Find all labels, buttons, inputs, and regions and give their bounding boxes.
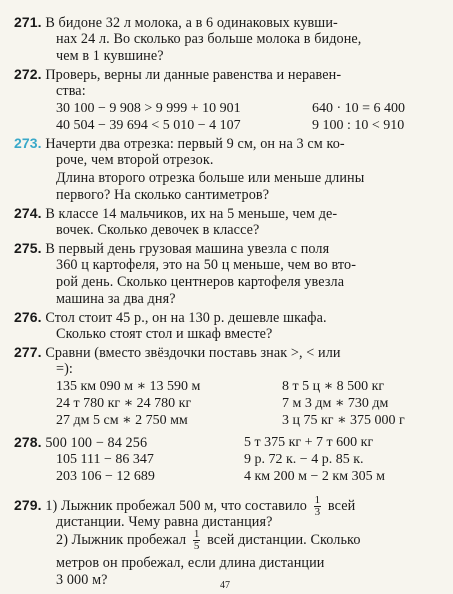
- problem-number: 277.: [14, 344, 42, 360]
- problem-number: 278.: [14, 434, 42, 450]
- problem-276-line-1: 276. Стол стоит 45 р., он на 130 р. дешевле шкафа.: [14, 309, 327, 326]
- comparison-a2: 24 т 780 кг ∗ 24 780 кг: [56, 396, 192, 411]
- problem-271-line-2: нах 24 л. Во сколько раз больше молока в бидоне,: [56, 31, 362, 47]
- problem-number: 271.: [14, 14, 42, 30]
- fraction-one-fifth: $\frac{1}{5}$: [193, 528, 200, 553]
- problem-274-line-1: 274. В классе 14 мальчиков, их на 5 меньше, чем де-: [14, 205, 338, 222]
- problem-number: 273.: [14, 135, 42, 151]
- problem-279-line-1: 279. 1) Лыжник пробежал 500 м, что составило $\frac{1}{3}$ всей: [14, 494, 356, 519]
- fraction-one-third: $\frac{1}{3}$: [314, 494, 321, 519]
- problem-272-line-2: ства:: [56, 83, 86, 99]
- problem-279-line-2: дистанции. Чему равна дистанция?: [56, 514, 273, 530]
- inequality-2: 40 504 − 39 694 < 5 010 − 4 107: [56, 118, 241, 133]
- inequality-1: 30 100 − 9 908 > 9 999 + 10 901: [56, 101, 241, 116]
- problem-279-line-4: метров он пробежал, если длина дистанции: [56, 555, 325, 571]
- problem-273-line-2: роче, чем второй отрезок.: [56, 152, 214, 168]
- problem-273-line-4: первого? На сколько сантиметров?: [56, 187, 270, 203]
- comparison-b3: 3 ц 75 кг ∗ 375 000 г: [282, 413, 405, 428]
- problem-274-line-2: вочек. Сколько девочек в классе?: [56, 222, 260, 238]
- comparison-a3: 27 дм 5 см ∗ 2 750 мм: [56, 413, 188, 428]
- problem-272-line-1: 272. Проверь, верны ли данные равенства и неравен-: [14, 66, 342, 83]
- problem-275-line-4: машина за два дня?: [56, 291, 176, 307]
- problem-279-line-3: 2) Лыжник пробежал $\frac{1}{5}$ всей дистанции. Сколько: [56, 528, 361, 553]
- problem-number: 274.: [14, 205, 42, 221]
- comparison-b2: 7 м 3 дм ∗ 730 дм: [282, 396, 389, 411]
- expression-b2: 9 р. 72 к. − 4 р. 85 к.: [244, 452, 364, 467]
- problem-number: 276.: [14, 309, 42, 325]
- expression-a1: 500 100 − 84 256: [45, 435, 148, 451]
- problem-number: 279.: [14, 497, 42, 513]
- expression-a3: 203 106 − 12 689: [56, 469, 155, 484]
- comparison-b1: 8 т 5 ц ∗ 8 500 кг: [282, 379, 385, 394]
- expression-b1: 5 т 375 кг + 7 т 600 кг: [244, 435, 374, 450]
- problem-271-line-1: 271. В бидоне 32 л молока, а в 6 одинаковых кувши-: [14, 14, 338, 31]
- problem-275-line-2: 360 ц картофеля, это на 50 ц меньше, чем во вто-: [56, 257, 357, 273]
- problem-number: 272.: [14, 66, 42, 82]
- comparison-a1: 135 км 090 м ∗ 13 590 м: [56, 379, 201, 394]
- problem-277-line-2: =):: [56, 361, 73, 377]
- problem-277-line-1: 277. Сравни (вместо звёздочки поставь знак >, < или: [14, 344, 341, 361]
- expression-a2: 105 111 − 86 347: [56, 452, 154, 467]
- problem-276-line-2: Сколько стоят стол и шкаф вместе?: [56, 326, 273, 342]
- expression-b3: 4 км 200 м − 2 км 305 м: [244, 469, 385, 484]
- problem-278-line-1: [14, 434, 147, 452]
- problem-273-line-3: Длина второго отрезка больше или меньше длины: [56, 170, 365, 186]
- problem-271-line-3: чем в 1 кувшине?: [56, 48, 164, 64]
- problem-273-line-1: 273. Начерти два отрезка: первый 9 см, он на 3 см ко-: [14, 135, 345, 152]
- equality-1: 640 · 10 = 6 400: [312, 101, 406, 116]
- problem-279-line-5: 3 000 м?: [56, 572, 108, 588]
- inequality-3: 9 100 : 10 < 910: [312, 118, 405, 133]
- problem-275-line-3: рой день. Сколько центнеров картофеля увезла: [56, 274, 345, 290]
- problem-number: 275.: [14, 240, 42, 256]
- problem-275-line-1: 275. В первый день грузовая машина увезла с поля: [14, 240, 330, 257]
- page-number: 47: [220, 580, 230, 591]
